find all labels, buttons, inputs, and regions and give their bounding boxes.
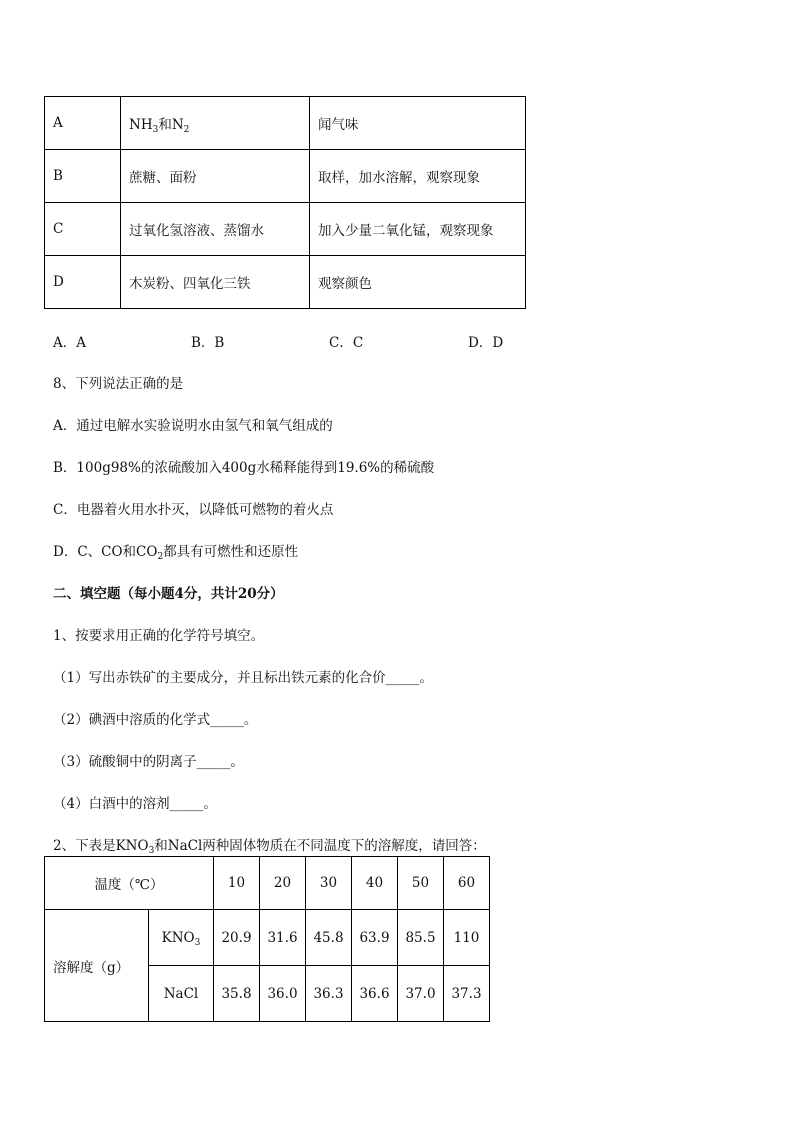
temp-cell: 60: [444, 857, 490, 910]
nacl-value: 37.3: [444, 966, 490, 1022]
substances-cell: $NH_3$和$N_2$: [121, 97, 310, 150]
table-row: [45, 97, 526, 150]
nacl-value: 36.0: [260, 966, 306, 1022]
q1-part-3: （3）硫酸铜中的阴离子_____。: [53, 754, 244, 770]
temp-cell: 30: [306, 857, 352, 910]
q1-part-1: （1）写出赤铁矿的主要成分，并且标出铁元素的化合价_____。: [53, 670, 433, 686]
kno3-value: 110: [444, 910, 490, 966]
table-row: [45, 857, 490, 910]
temp-cell: 40: [352, 857, 398, 910]
temp-cell: 50: [398, 857, 444, 910]
substances-cell: 过氧化氢溶液、蒸馏水: [121, 203, 310, 256]
kno3-value: 20.9: [214, 910, 260, 966]
q7-option-d: D．D: [468, 335, 504, 351]
kno3-label: $KNO_3$: [149, 910, 214, 966]
q8-option-c: C．电器着火用水扑灭，以降低可燃物的着火点: [53, 502, 334, 518]
nacl-value: 36.6: [352, 966, 398, 1022]
nacl-label: NaCl: [149, 966, 214, 1022]
q7-option-a: A．A: [53, 335, 86, 351]
kno3-value: 85.5: [398, 910, 444, 966]
solubility-table: [44, 856, 490, 1022]
substances-cell: 蔗糖、面粉: [121, 150, 310, 203]
method-cell: 闻气味: [310, 97, 526, 150]
table-row: [45, 910, 490, 966]
q7-options: [53, 331, 533, 351]
table-row: [45, 150, 526, 203]
kno3-value: 31.6: [260, 910, 306, 966]
nacl-value: 36.3: [306, 966, 352, 1022]
q7-option-b: B．B: [191, 335, 225, 351]
q8-option-a: A．通过电解水实验说明水由氢气和氧气组成的: [53, 418, 333, 434]
option-cell: D: [45, 256, 121, 309]
option-cell: C: [45, 203, 121, 256]
table-row: [45, 203, 526, 256]
temp-cell: 20: [260, 857, 306, 910]
temperature-header: 温度（℃）: [45, 857, 214, 910]
q1-stem: 1、按要求用正确的化学符号填空。: [53, 628, 265, 644]
q1-part-4: （4）白酒中的溶剂_____。: [53, 796, 217, 812]
option-cell: A: [45, 97, 121, 150]
substances-cell: 木炭粉、四氧化三铁: [121, 256, 310, 309]
q7-option-c: C．C: [329, 335, 364, 351]
nacl-value: 35.8: [214, 966, 260, 1022]
method-cell: 取样，加水溶解，观察现象: [310, 150, 526, 203]
identification-table: [44, 96, 526, 309]
q1-part-2: （2）碘酒中溶质的化学式_____。: [53, 712, 258, 728]
q8-option-d: D．C、CO和$CO_2$都具有可燃性和还原性: [53, 544, 299, 562]
option-cell: B: [45, 150, 121, 203]
table-row: [45, 256, 526, 309]
q2-stem: 2、下表是$KNO_3$和NaCl两种固体物质在不同温度下的溶解度，请回答：: [53, 838, 486, 856]
nacl-value: 37.0: [398, 966, 444, 1022]
section-title: 二、填空题（每小题4分，共计20分）: [53, 586, 284, 602]
solubility-label: 溶解度（g）: [45, 910, 149, 1022]
kno3-value: 63.9: [352, 910, 398, 966]
method-cell: 观察颜色: [310, 256, 526, 309]
temp-cell: 10: [214, 857, 260, 910]
method-cell: 加入少量二氧化锰，观察现象: [310, 203, 526, 256]
q8-option-b: B．100g98%的浓硫酸加入400g水稀释能得到19.6%的稀硫酸: [53, 460, 435, 476]
kno3-value: 45.8: [306, 910, 352, 966]
q8-stem: 8、下列说法正确的是: [53, 376, 184, 392]
